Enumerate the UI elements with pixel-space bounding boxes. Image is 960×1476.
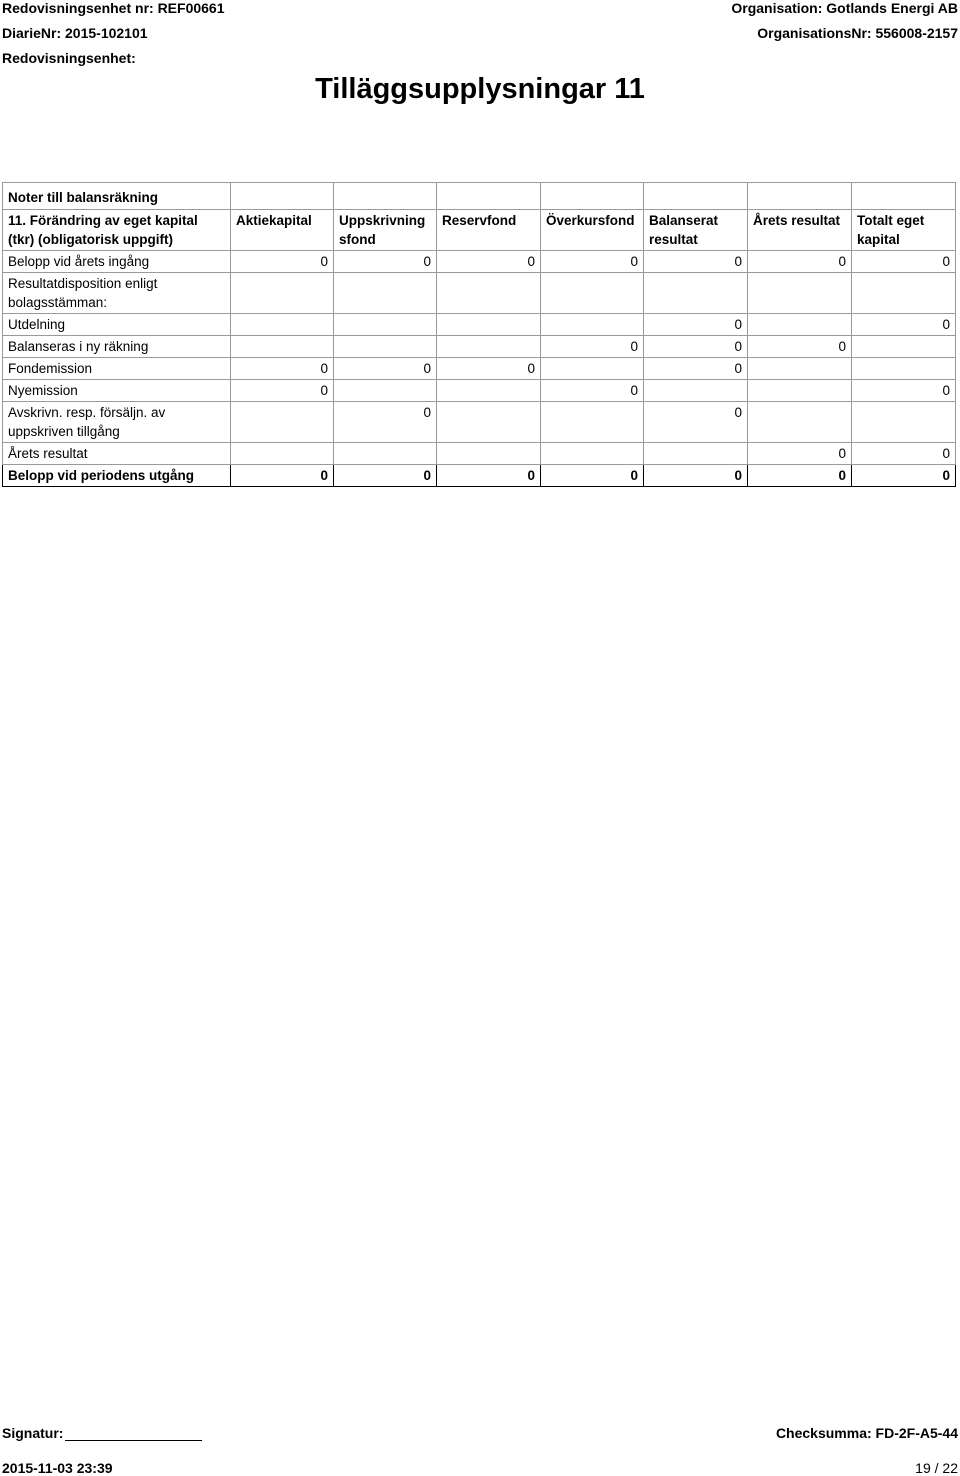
value-cell: 0 <box>852 380 956 402</box>
value-cell <box>437 443 541 465</box>
value-cell <box>437 336 541 358</box>
value-cell: 0 <box>644 336 748 358</box>
value-cell: 0 <box>644 402 748 443</box>
value-cell <box>852 358 956 380</box>
value-cell <box>644 443 748 465</box>
empty-cell <box>644 183 748 210</box>
empty-cell <box>437 183 541 210</box>
row-label: Belopp vid årets ingång <box>3 251 231 273</box>
page-title: Tilläggsupplysningar 11 <box>315 73 645 105</box>
row-label: Utdelning <box>3 314 231 336</box>
signature-label: Signatur: <box>2 1425 64 1441</box>
value-cell <box>541 314 644 336</box>
empty-cell <box>334 183 437 210</box>
value-cell: 0 <box>541 251 644 273</box>
value-cell <box>437 402 541 443</box>
table-row <box>3 380 956 402</box>
value-cell: 0 <box>334 358 437 380</box>
table-row <box>3 273 956 314</box>
row-label: Årets resultat <box>3 443 231 465</box>
signature-line <box>65 1426 202 1441</box>
signature-field <box>2 1425 202 1441</box>
value-cell: 0 <box>852 251 956 273</box>
value-cell: 0 <box>541 336 644 358</box>
note-title: 11. Förändring av eget kapital (tkr) (obligatorisk uppgift) <box>3 210 231 251</box>
row-label: Avskrivn. resp. försäljn. av uppskriven tillgång <box>3 402 231 443</box>
checksum: Checksumma: FD-2F-A5-44 <box>775 1425 958 1441</box>
value-cell <box>852 402 956 443</box>
value-cell <box>231 273 334 314</box>
page-number: 19 / 22 <box>915 1460 958 1476</box>
value-cell <box>541 402 644 443</box>
value-cell <box>644 273 748 314</box>
value-cell <box>852 273 956 314</box>
table-row <box>3 251 956 273</box>
row-label: Balanseras i ny räkning <box>3 336 231 358</box>
value-cell <box>541 358 644 380</box>
row-label: Nyemission <box>3 380 231 402</box>
table-row <box>3 336 956 358</box>
value-cell: 0 <box>748 443 852 465</box>
equity-change-table <box>2 182 956 487</box>
value-cell <box>334 273 437 314</box>
table-row <box>3 402 956 443</box>
column-header: Reservfond <box>437 210 541 251</box>
timestamp: 2015-11-03 23:39 <box>2 1460 113 1476</box>
value-cell: 0 <box>748 336 852 358</box>
value-cell: 0 <box>644 465 748 487</box>
value-cell: 0 <box>334 251 437 273</box>
column-header: Årets resultat <box>748 210 852 251</box>
row-label: Fondemission <box>3 358 231 380</box>
value-cell: 0 <box>748 465 852 487</box>
diary-nr: DiarieNr: 2015-102101 <box>2 25 148 41</box>
value-cell <box>334 314 437 336</box>
value-cell <box>748 273 852 314</box>
value-cell: 0 <box>852 314 956 336</box>
column-header: Aktiekapital <box>231 210 334 251</box>
value-cell: 0 <box>231 380 334 402</box>
column-header: Uppskrivning sfond <box>334 210 437 251</box>
value-cell <box>231 402 334 443</box>
value-cell <box>437 314 541 336</box>
row-label: Resultatdisposition enligt bolagsstämman: <box>3 273 231 314</box>
value-cell <box>437 380 541 402</box>
value-cell: 0 <box>231 465 334 487</box>
value-cell <box>541 443 644 465</box>
value-cell: 0 <box>644 358 748 380</box>
value-cell: 0 <box>437 358 541 380</box>
value-cell: 0 <box>437 251 541 273</box>
table-row <box>3 443 956 465</box>
value-cell <box>644 380 748 402</box>
column-header: Balanserat resultat <box>644 210 748 251</box>
value-cell <box>437 273 541 314</box>
empty-cell <box>748 183 852 210</box>
value-cell: 0 <box>231 358 334 380</box>
organisation-name: Organisation: Gotlands Energi AB <box>731 0 958 16</box>
value-cell <box>231 336 334 358</box>
value-cell <box>748 314 852 336</box>
table-row <box>3 358 956 380</box>
empty-cell <box>231 183 334 210</box>
column-header: Överkursfond <box>541 210 644 251</box>
table-row <box>3 314 956 336</box>
reporting-unit-nr: Redovisningsenhet nr: REF00661 <box>2 0 225 16</box>
value-cell: 0 <box>852 465 956 487</box>
section-title-row <box>3 183 956 210</box>
reporting-unit: Redovisningsenhet: <box>2 50 136 66</box>
value-cell: 0 <box>334 465 437 487</box>
empty-cell <box>541 183 644 210</box>
organisation-nr: OrganisationsNr: 556008-2157 <box>757 25 958 41</box>
row-label: Belopp vid periodens utgång <box>3 465 231 487</box>
value-cell <box>334 443 437 465</box>
value-cell <box>852 336 956 358</box>
value-cell: 0 <box>541 380 644 402</box>
value-cell: 0 <box>852 443 956 465</box>
value-cell: 0 <box>334 402 437 443</box>
value-cell: 0 <box>541 465 644 487</box>
value-cell <box>334 336 437 358</box>
value-cell <box>748 380 852 402</box>
column-header: Totalt eget kapital <box>852 210 956 251</box>
value-cell: 0 <box>748 251 852 273</box>
value-cell: 0 <box>231 251 334 273</box>
value-cell <box>334 380 437 402</box>
table-row <box>3 465 956 487</box>
value-cell: 0 <box>437 465 541 487</box>
column-header-row <box>3 210 956 251</box>
value-cell <box>231 314 334 336</box>
value-cell <box>231 443 334 465</box>
value-cell <box>748 358 852 380</box>
value-cell: 0 <box>644 314 748 336</box>
value-cell: 0 <box>644 251 748 273</box>
section-title: Noter till balansräkning <box>3 183 231 210</box>
value-cell <box>541 273 644 314</box>
empty-cell <box>852 183 956 210</box>
value-cell <box>748 402 852 443</box>
